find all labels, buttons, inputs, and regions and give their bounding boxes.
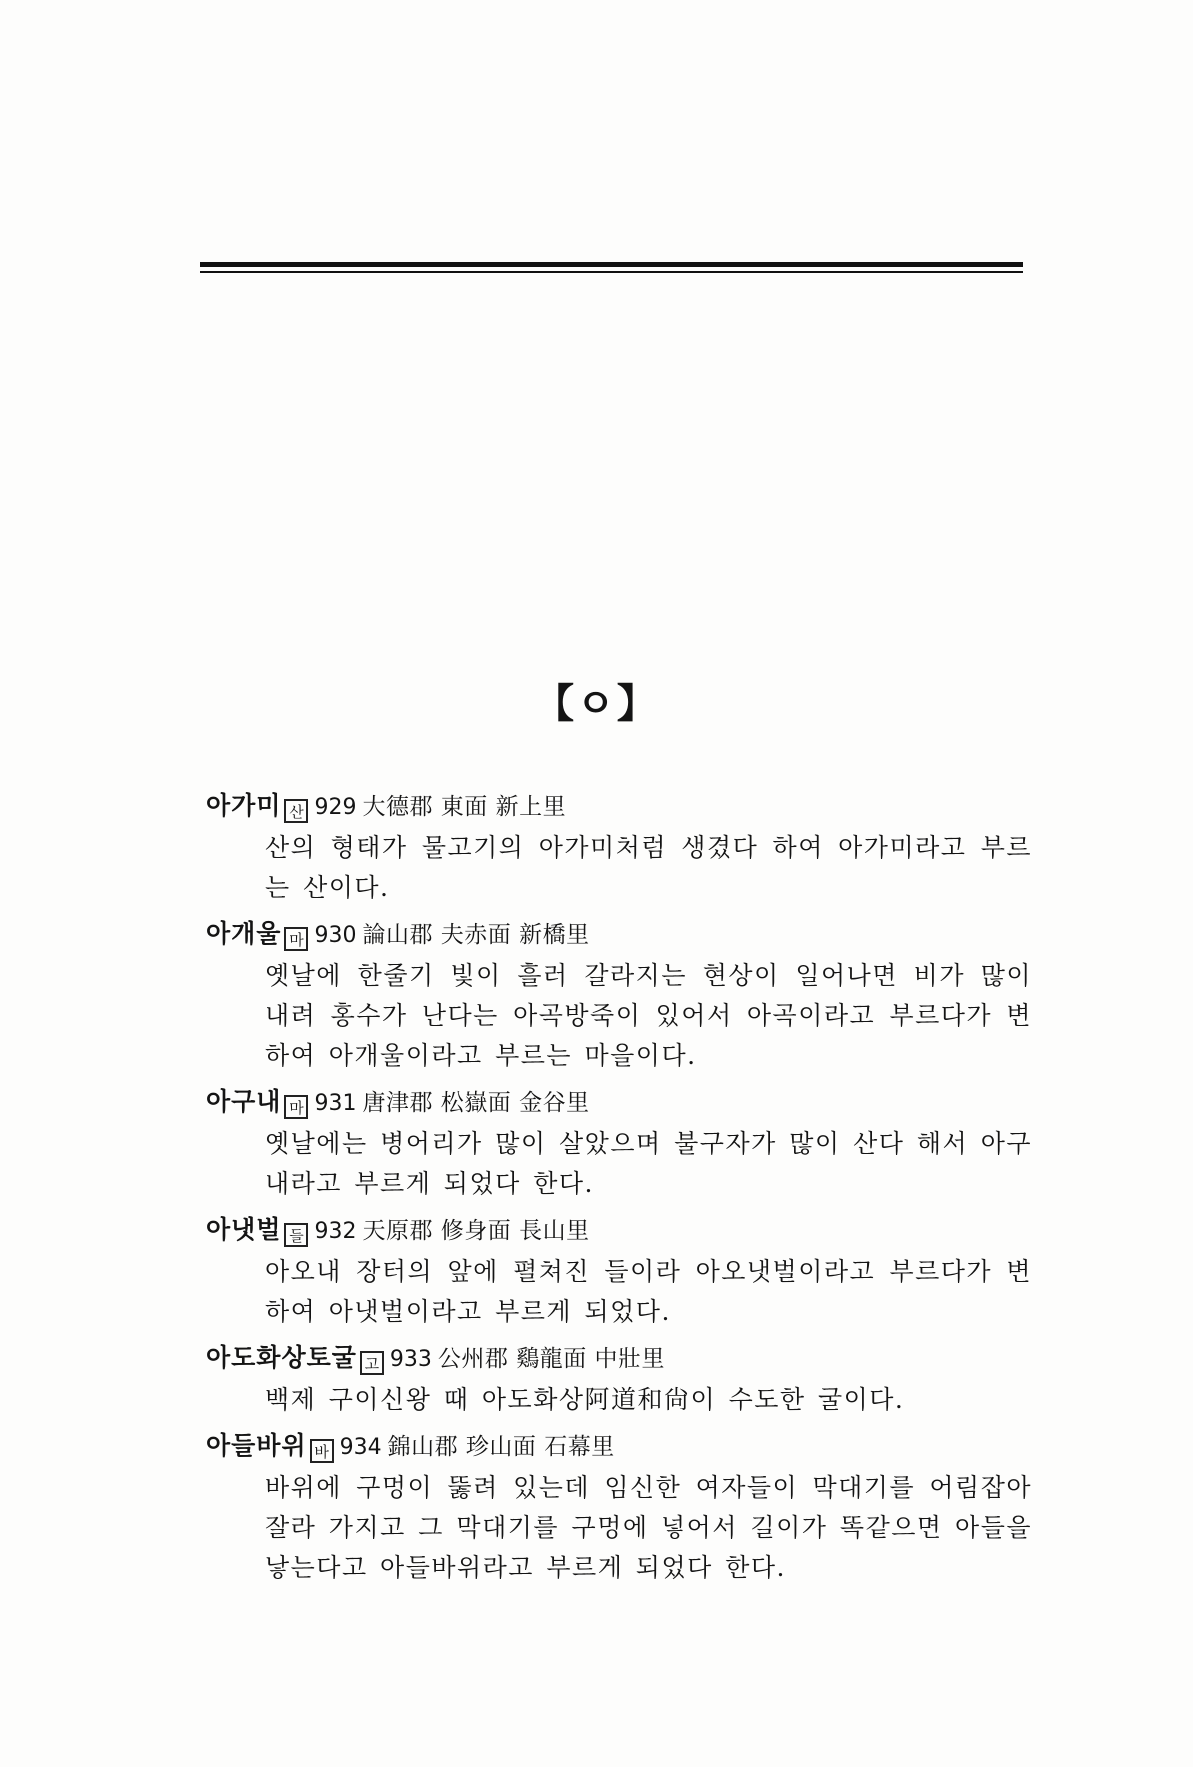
entry-number: 933 [389,1347,432,1372]
entry-list [206,786,1032,1594]
entry-description: 백제 구이신왕 때 아도화상阿道和尙이 수도한 굴이다. [265,1385,905,1414]
entry-heading [206,1210,1032,1252]
entry [206,1338,1032,1420]
top-rule-thick [200,262,1023,267]
entry-number: 930 [314,923,357,948]
entry-description: 산의 형태가 물고기의 아가미처럼 생겼다 하여 아가미라고 부르는 산이다. [265,833,1032,902]
entry-term: 아도화상토굴 [206,1343,357,1372]
entry-location: 天原郡 修身面 長山里 [362,1218,590,1244]
category-badge: 마 [284,927,308,951]
entry-description: 아오내 장터의 앞에 펼쳐진 들이라 아오냇벌이라고 부르다가 변하여 아냇벌이라고 부르게 되었다. [265,1257,1032,1326]
entry-number: 929 [314,795,357,820]
entry-description: 옛날에는 병어리가 많이 살았으며 불구자가 많이 산다 해서 아구내라고 부르게 되었다 한다. [265,1129,1032,1198]
entry-number: 934 [339,1435,382,1460]
entry-term: 아구내 [206,1087,282,1116]
entry [206,1210,1032,1332]
entry-term: 아가미 [206,791,282,820]
entry [206,786,1032,908]
entry-heading [206,1082,1032,1124]
section-header: 【ㅇ】 [534,680,659,727]
entry-heading [206,914,1032,956]
entry-location: 公州郡 鷄龍面 中壯里 [437,1346,666,1372]
entry-heading [206,1426,1032,1468]
entry [206,1426,1032,1588]
entry-description: 바위에 구멍이 뚫려 있는데 임신한 여자들이 막대기를 어림잡아 잘라 가지고 그 막대기를 구멍에 넣어서 길이가 똑같으면 아들을 낳는다고 아들바위라고 부르게 되었다 한다. [265,1473,1032,1582]
entry-number: 931 [314,1091,357,1116]
category-badge: 바 [310,1439,334,1463]
category-badge: 고 [360,1351,384,1375]
top-rule-thin [200,271,1023,273]
entry-location: 大德郡 東面 新上里 [362,794,567,820]
entry [206,914,1032,1076]
category-badge: 산 [284,799,308,823]
entry [206,1082,1032,1204]
entry-term: 아들바위 [206,1431,307,1460]
entry-term: 아냇벌 [206,1215,282,1244]
category-badge: 들 [284,1223,308,1247]
entry-heading [206,786,1032,828]
entry-term: 아개울 [206,919,282,948]
entry-location: 論山郡 夫赤面 新橋里 [362,922,590,948]
entry-description: 옛날에 한줄기 빛이 흘러 갈라지는 현상이 일어나면 비가 많이 내려 홍수가 난다는 아곡방죽이 있어서 아곡이라고 부르다가 변하여 아개울이라고 부르는 마을이다. [265,961,1032,1070]
entry-number: 932 [314,1219,357,1244]
category-badge: 마 [284,1095,308,1119]
entry-location: 唐津郡 松嶽面 金谷里 [362,1090,590,1116]
entry-heading [206,1338,1032,1380]
entry-location: 錦山郡 珍山面 石幕里 [387,1434,615,1460]
